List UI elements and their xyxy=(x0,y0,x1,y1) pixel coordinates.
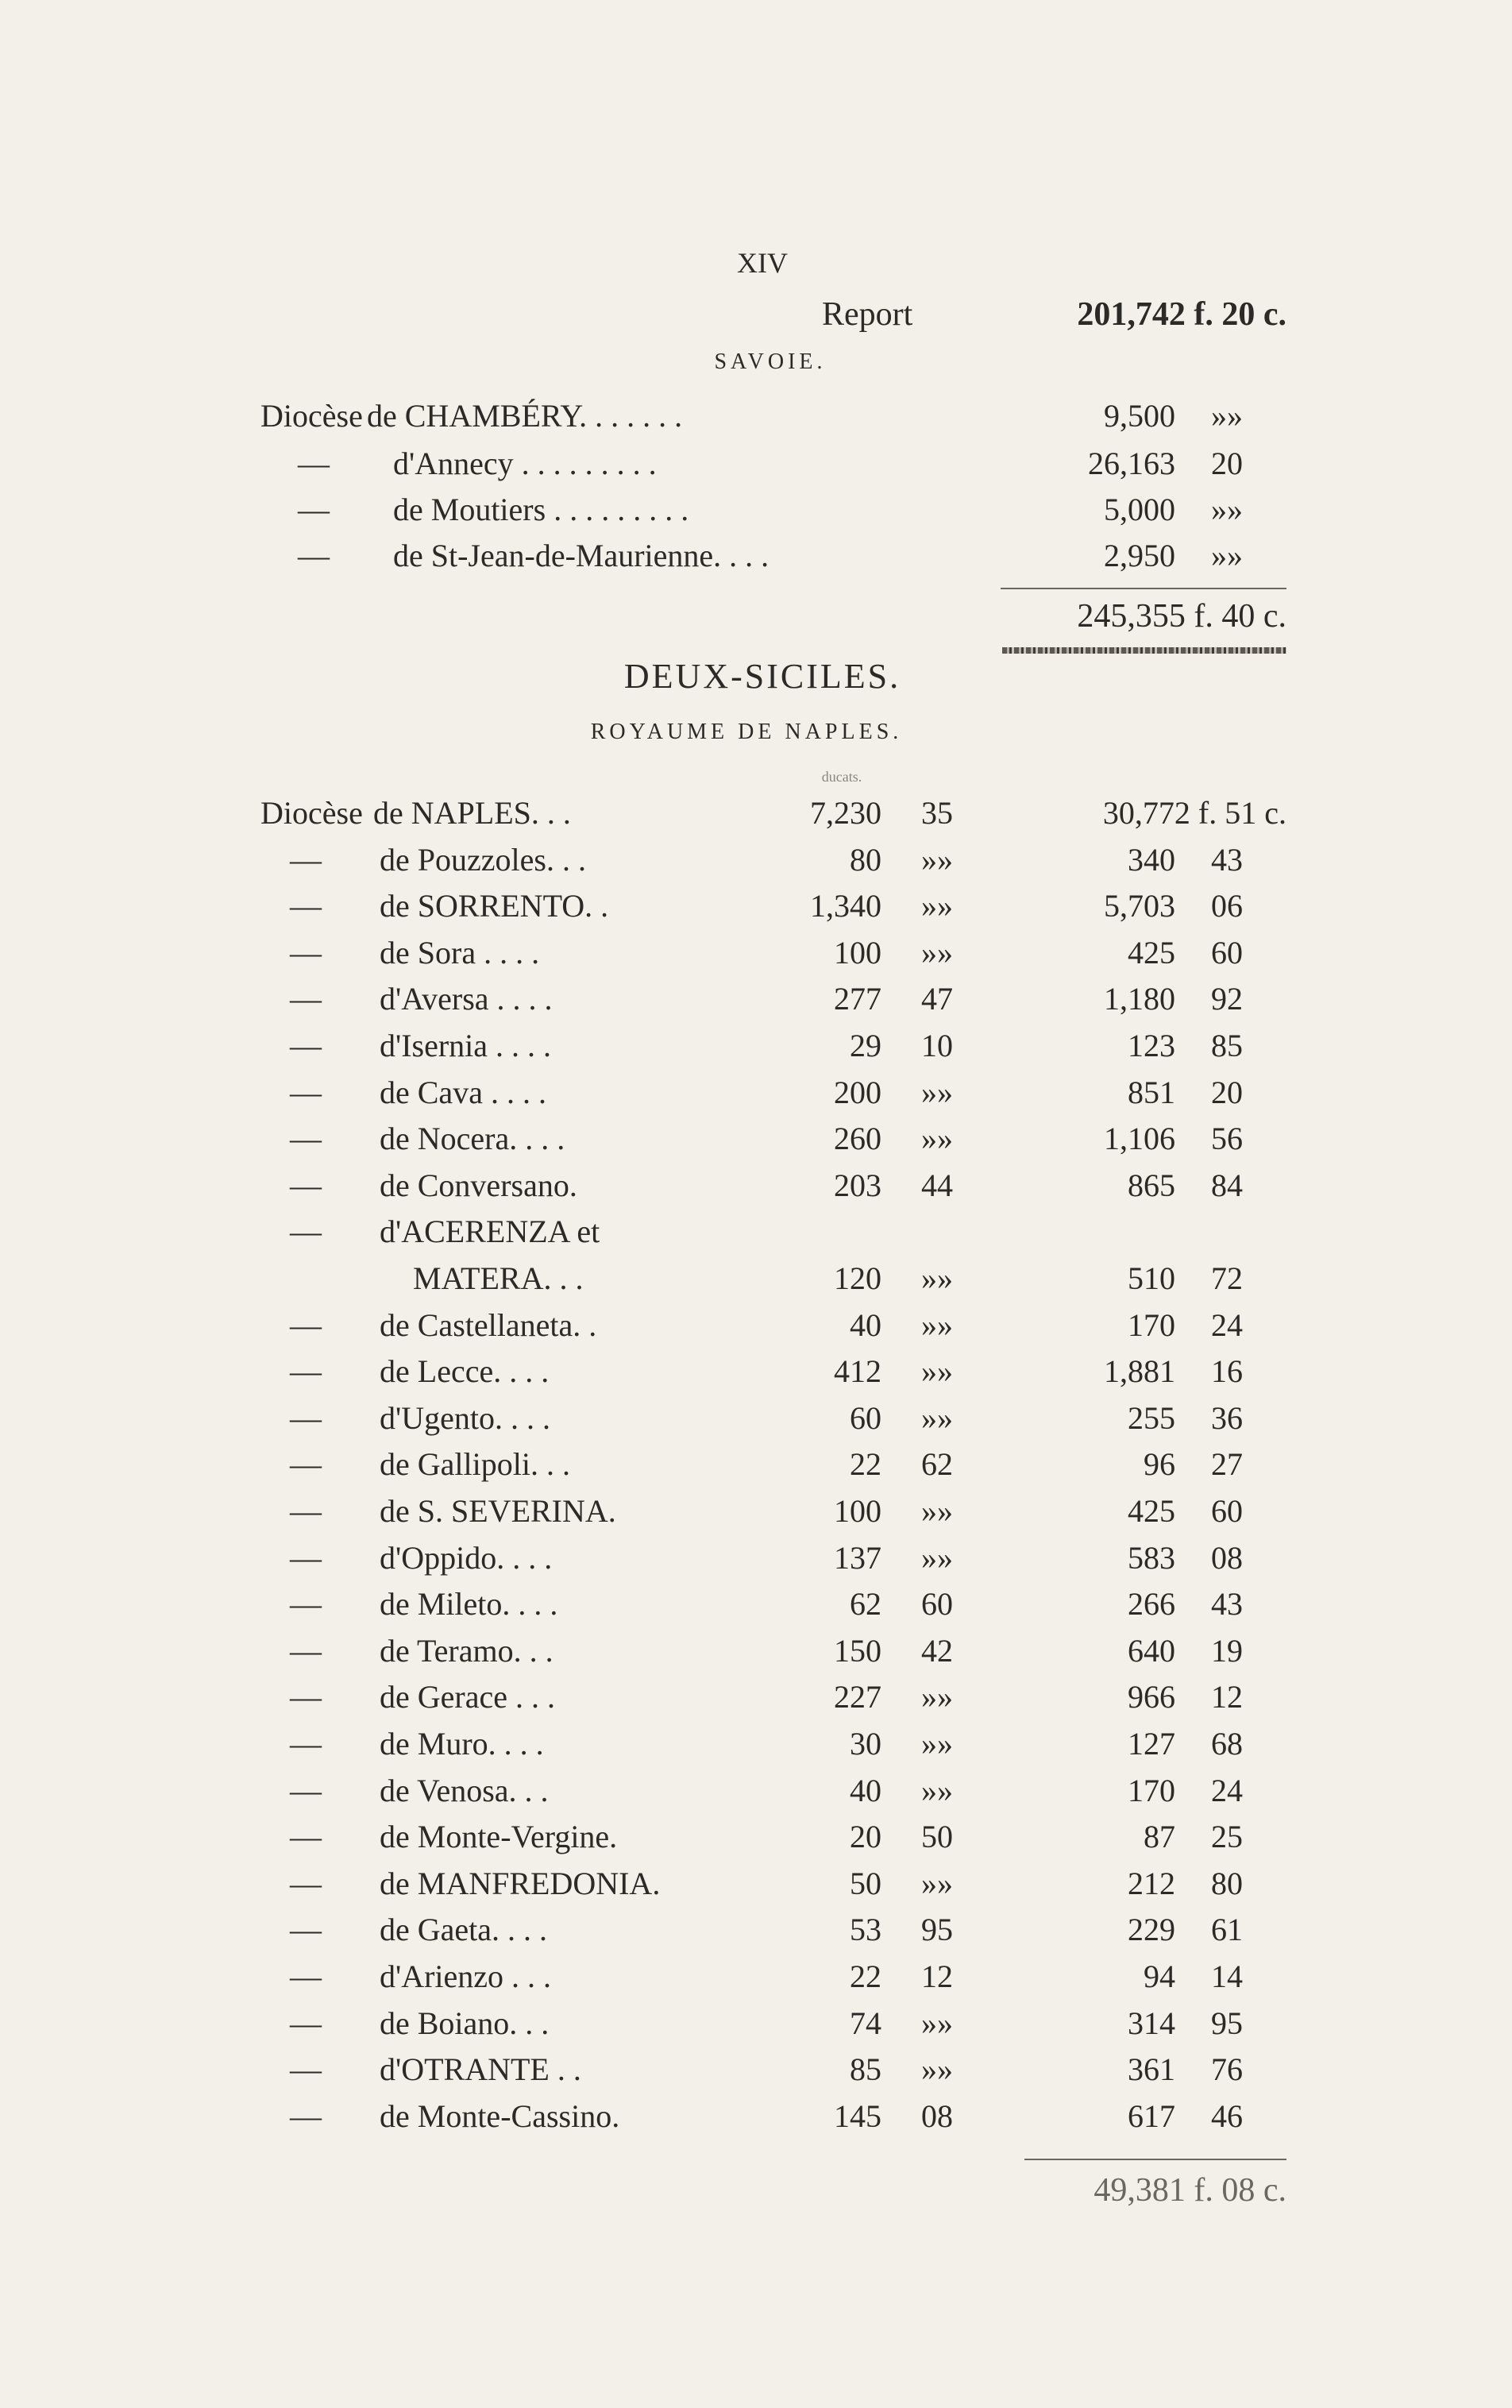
amount-francs: 583 xyxy=(1128,1540,1175,1576)
savoie-total: 245,355 f. 40 c. xyxy=(1077,598,1286,635)
row-lead: — xyxy=(298,538,330,573)
diocese-row xyxy=(0,1353,1512,1399)
amount-francs: 1,106 xyxy=(1104,1121,1175,1156)
amount-francs: 966 xyxy=(1128,1679,1175,1715)
amount-grana: 50 xyxy=(921,1819,953,1854)
amount-ducats: 7,230 xyxy=(810,795,881,831)
amount-centimes: 43 xyxy=(1211,1586,1243,1622)
diocese-name: d'Ugento. . . . xyxy=(380,1400,550,1436)
amount-centimes: 60 xyxy=(1211,935,1243,971)
amount-ducats: 150 xyxy=(834,1633,881,1669)
amount-ducats: 260 xyxy=(834,1121,881,1156)
ducats-column-label: ducats. xyxy=(821,769,862,785)
savoie-row xyxy=(0,445,1512,491)
amount-grana: 62 xyxy=(921,1446,953,1482)
row-lead: — xyxy=(290,1540,322,1576)
amount-francs: 510 xyxy=(1128,1260,1175,1296)
amount-francs: 1,881 xyxy=(1104,1353,1175,1389)
diocese-name: de Conversano. xyxy=(380,1167,577,1203)
diocese-name: d'Aversa . . . . xyxy=(380,981,553,1017)
diocese-name: d'Isernia . . . . xyxy=(380,1028,552,1063)
amount-grana: 60 xyxy=(921,1586,953,1622)
row-lead: — xyxy=(290,1633,322,1669)
diocese-name: de CHAMBÉRY. . . . . . . xyxy=(367,398,683,434)
amount-francs: 1,180 xyxy=(1104,981,1175,1017)
row-lead: — xyxy=(290,2098,322,2134)
amount-grana: 08 xyxy=(921,2098,953,2134)
diocese-row xyxy=(0,1678,1512,1724)
row-lead: — xyxy=(290,1121,322,1156)
diocese-row xyxy=(0,1492,1512,1538)
diocese-name: de Gallipoli. . . xyxy=(380,1446,570,1482)
amount-francs: 2,950 xyxy=(1104,538,1175,573)
amount-centimes: 24 xyxy=(1211,1307,1243,1343)
row-lead: — xyxy=(290,1075,322,1110)
diocese-name: de SORRENTO. . xyxy=(380,888,609,924)
amount-ducats: 145 xyxy=(834,2098,881,2134)
diocese-name: de Venosa. . . xyxy=(380,1773,549,1808)
diocese-row xyxy=(0,1865,1512,1911)
amount-grana: 42 xyxy=(921,1633,953,1669)
row-lead: — xyxy=(290,2005,322,2041)
row-lead: — xyxy=(290,1028,322,1063)
amount-francs: 94 xyxy=(1144,1958,1175,1994)
amount-francs: 865 xyxy=(1128,1167,1175,1203)
diocese-row xyxy=(0,1027,1512,1073)
row-lead: — xyxy=(290,1912,322,1947)
amount-ducats: 200 xyxy=(834,1075,881,1110)
amount-francs: 229 xyxy=(1128,1912,1175,1947)
amount-francs: 30,772 f. 51 c. xyxy=(1102,795,1286,831)
row-lead: — xyxy=(290,842,322,878)
row-lead: — xyxy=(290,888,322,924)
sicily-total: 49,381 f. 08 c. xyxy=(1094,2172,1286,2209)
amount-francs: 212 xyxy=(1128,1866,1175,1901)
diocese-row xyxy=(0,2005,1512,2051)
diocese-name: de Monte-Cassino. xyxy=(380,2098,620,2134)
diocese-name: d'Arienzo . . . xyxy=(380,1958,552,1994)
diocese-name: de Teramo. . . xyxy=(380,1633,554,1669)
amount-francs: 123 xyxy=(1128,1028,1175,1063)
report-amount: 201,742 f. 20 c. xyxy=(1077,296,1286,333)
amount-centimes: 43 xyxy=(1211,842,1243,878)
amount-francs: 5,000 xyxy=(1104,492,1175,527)
amount-grana: »» xyxy=(921,1075,953,1110)
amount-centimes: 25 xyxy=(1211,1819,1243,1854)
row-lead: — xyxy=(298,492,330,527)
diocese-row xyxy=(0,2097,1512,2144)
amount-francs: 340 xyxy=(1128,842,1175,878)
amount-centimes: »» xyxy=(1211,398,1243,434)
diocese-name: d'Annecy . . . . . . . . . xyxy=(393,446,657,481)
amount-ducats: 137 xyxy=(834,1540,881,1576)
amount-centimes: »» xyxy=(1211,538,1243,573)
amount-francs: 127 xyxy=(1128,1726,1175,1762)
row-lead: Diocèse xyxy=(260,795,363,831)
diocese-row xyxy=(0,1772,1512,1818)
diocese-name: d'Oppido. . . . xyxy=(380,1540,553,1576)
amount-grana: »» xyxy=(921,935,953,971)
diocese-row xyxy=(0,1399,1512,1445)
amount-ducats: 120 xyxy=(834,1260,881,1296)
amount-francs: 96 xyxy=(1144,1446,1175,1482)
amount-ducats: 22 xyxy=(850,1958,881,1994)
amount-centimes: 16 xyxy=(1211,1353,1243,1389)
row-lead: — xyxy=(290,1726,322,1762)
amount-francs: 87 xyxy=(1144,1819,1175,1854)
row-lead: — xyxy=(290,1819,322,1854)
amount-centimes: 80 xyxy=(1211,1866,1243,1901)
amount-francs: 361 xyxy=(1128,2051,1175,2087)
diocese-row xyxy=(0,1306,1512,1353)
amount-francs: 170 xyxy=(1128,1307,1175,1343)
row-lead: — xyxy=(290,2051,322,2087)
diocese-row xyxy=(0,1911,1512,1957)
diocese-name: de Nocera. . . . xyxy=(380,1121,565,1156)
diocese-name: MATERA. . . xyxy=(413,1260,584,1296)
row-lead: — xyxy=(290,1446,322,1482)
diocese-name: de Boiano. . . xyxy=(380,2005,550,2041)
row-lead: — xyxy=(290,1958,322,1994)
amount-francs: 5,703 xyxy=(1104,888,1175,924)
amount-ducats: 1,340 xyxy=(810,888,881,924)
amount-grana: »» xyxy=(921,1353,953,1389)
amount-centimes: 76 xyxy=(1211,2051,1243,2087)
row-lead: — xyxy=(290,1493,322,1529)
savoie-row xyxy=(0,537,1512,583)
diocese-row xyxy=(0,1260,1512,1306)
savoie-total-rule xyxy=(1001,588,1286,589)
amount-ducats: 227 xyxy=(834,1679,881,1715)
amount-centimes: 61 xyxy=(1211,1912,1243,1947)
amount-ducats: 85 xyxy=(850,2051,881,2087)
amount-centimes: 60 xyxy=(1211,1493,1243,1529)
amount-grana: »» xyxy=(921,1260,953,1296)
amount-ducats: 203 xyxy=(834,1167,881,1203)
diocese-name: d'OTRANTE . . xyxy=(380,2051,581,2087)
amount-ducats: 277 xyxy=(834,981,881,1017)
amount-ducats: 100 xyxy=(834,1493,881,1529)
diocese-row xyxy=(0,1632,1512,1678)
amount-grana: »» xyxy=(921,1307,953,1343)
amount-centimes: 20 xyxy=(1211,446,1243,481)
row-lead: — xyxy=(290,981,322,1017)
amount-centimes: 20 xyxy=(1211,1075,1243,1110)
report-label: Report xyxy=(822,296,913,333)
diocese-row xyxy=(0,1539,1512,1585)
amount-ducats: 53 xyxy=(850,1912,881,1947)
sicily-subheading: ROYAUME DE NAPLES. xyxy=(590,720,903,744)
diocese-row xyxy=(0,1585,1512,1631)
diocese-row xyxy=(0,1120,1512,1166)
amount-centimes: 68 xyxy=(1211,1726,1243,1762)
amount-francs: 617 xyxy=(1128,2098,1175,2134)
amount-centimes: »» xyxy=(1211,492,1243,527)
diocese-row xyxy=(0,1958,1512,2004)
amount-ducats: 74 xyxy=(850,2005,881,2041)
diocese-name: de Cava . . . . xyxy=(380,1075,546,1110)
amount-centimes: 19 xyxy=(1211,1633,1243,1669)
amount-grana: »» xyxy=(921,1726,953,1762)
row-lead: Diocèse xyxy=(260,398,363,434)
amount-ducats: 80 xyxy=(850,842,881,878)
amount-ducats: 20 xyxy=(850,1819,881,1854)
amount-francs: 255 xyxy=(1128,1400,1175,1436)
diocese-row xyxy=(0,2051,1512,2097)
row-lead: — xyxy=(290,1586,322,1622)
diocese-name: de S. SEVERINA. xyxy=(380,1493,616,1529)
amount-grana: »» xyxy=(921,2005,953,2041)
amount-centimes: 27 xyxy=(1211,1446,1243,1482)
diocese-name: de Muro. . . . xyxy=(380,1726,544,1762)
diocese-row xyxy=(0,1167,1512,1213)
amount-centimes: 24 xyxy=(1211,1773,1243,1808)
amount-ducats: 30 xyxy=(850,1726,881,1762)
amount-grana: 44 xyxy=(921,1167,953,1203)
amount-ducats: 412 xyxy=(834,1353,881,1389)
diocese-name: de Lecce. . . . xyxy=(380,1353,550,1389)
amount-centimes: 06 xyxy=(1211,888,1243,924)
diocese-row xyxy=(0,934,1512,980)
sicily-heading: DEUX-SICILES. xyxy=(623,657,901,696)
diocese-row xyxy=(0,1725,1512,1771)
savoie-heading: SAVOIE. xyxy=(714,349,827,374)
amount-centimes: 56 xyxy=(1211,1121,1243,1156)
amount-ducats: 29 xyxy=(850,1028,881,1063)
diocese-name: de Gerace . . . xyxy=(380,1679,555,1715)
amount-francs: 266 xyxy=(1128,1586,1175,1622)
amount-ducats: 50 xyxy=(850,1866,881,1901)
amount-ducats: 40 xyxy=(850,1773,881,1808)
ornamental-rule xyxy=(1002,647,1286,654)
diocese-name: de St-Jean-de-Maurienne. . . . xyxy=(393,538,770,573)
amount-francs: 314 xyxy=(1128,2005,1175,2041)
diocese-name: de MANFREDONIA. xyxy=(380,1866,661,1901)
diocese-row xyxy=(0,1445,1512,1491)
row-lead: — xyxy=(290,1679,322,1715)
diocese-row xyxy=(0,1818,1512,1864)
row-lead: — xyxy=(290,1773,322,1808)
amount-centimes: 85 xyxy=(1211,1028,1243,1063)
amount-ducats: 40 xyxy=(850,1307,881,1343)
amount-ducats: 62 xyxy=(850,1586,881,1622)
diocese-row xyxy=(0,1213,1512,1259)
amount-ducats: 60 xyxy=(850,1400,881,1436)
amount-francs: 851 xyxy=(1128,1075,1175,1110)
row-lead: — xyxy=(290,1400,322,1436)
amount-ducats: 22 xyxy=(850,1446,881,1482)
row-lead: — xyxy=(290,935,322,971)
diocese-name: de Moutiers . . . . . . . . . xyxy=(393,492,689,527)
amount-grana: »» xyxy=(921,1866,953,1901)
amount-grana: »» xyxy=(921,1540,953,1576)
amount-centimes: 92 xyxy=(1211,981,1243,1017)
row-lead: — xyxy=(290,1866,322,1901)
amount-grana: 95 xyxy=(921,1912,953,1947)
amount-francs: 26,163 xyxy=(1088,446,1175,481)
amount-grana: »» xyxy=(921,1493,953,1529)
amount-grana: »» xyxy=(921,1121,953,1156)
savoie-row xyxy=(0,397,1512,443)
diocese-name: de Pouzzoles. . . xyxy=(380,842,586,878)
diocese-row xyxy=(0,1074,1512,1120)
amount-francs: 640 xyxy=(1128,1633,1175,1669)
amount-centimes: 46 xyxy=(1211,2098,1243,2134)
amount-centimes: 08 xyxy=(1211,1540,1243,1576)
row-lead: — xyxy=(298,446,330,481)
diocese-row xyxy=(0,841,1512,887)
diocese-row xyxy=(0,794,1512,840)
amount-francs: 170 xyxy=(1128,1773,1175,1808)
amount-centimes: 95 xyxy=(1211,2005,1243,2041)
amount-grana: 35 xyxy=(921,795,953,831)
row-lead: — xyxy=(290,1167,322,1203)
diocese-name: de Monte-Vergine. xyxy=(380,1819,618,1854)
diocese-name: de Mileto. . . . xyxy=(380,1586,558,1622)
diocese-name: de Sora . . . . xyxy=(380,935,540,971)
amount-centimes: 12 xyxy=(1211,1679,1243,1715)
amount-centimes: 84 xyxy=(1211,1167,1243,1203)
amount-francs: 425 xyxy=(1128,1493,1175,1529)
amount-grana: »» xyxy=(921,2051,953,2087)
diocese-row xyxy=(0,980,1512,1026)
diocese-name: d'ACERENZA et xyxy=(380,1214,600,1249)
amount-grana: »» xyxy=(921,842,953,878)
diocese-name: de NAPLES. . . xyxy=(373,795,571,831)
amount-grana: »» xyxy=(921,1773,953,1808)
sicily-total-rule xyxy=(1024,2159,1286,2160)
row-lead: — xyxy=(290,1353,322,1389)
amount-centimes: 14 xyxy=(1211,1958,1243,1994)
amount-francs: 425 xyxy=(1128,935,1175,971)
amount-francs: 9,500 xyxy=(1104,398,1175,434)
diocese-name: de Gaeta. . . . xyxy=(380,1912,548,1947)
amount-ducats: 100 xyxy=(834,935,881,971)
savoie-row xyxy=(0,491,1512,537)
amount-centimes: 72 xyxy=(1211,1260,1243,1296)
amount-grana: 12 xyxy=(921,1958,953,1994)
page-number: XIV xyxy=(737,247,788,279)
row-lead: — xyxy=(290,1214,322,1249)
amount-grana: »» xyxy=(921,1400,953,1436)
amount-grana: 47 xyxy=(921,981,953,1017)
amount-grana: »» xyxy=(921,1679,953,1715)
row-lead: — xyxy=(290,1307,322,1343)
diocese-name: de Castellaneta. . xyxy=(380,1307,597,1343)
amount-grana: »» xyxy=(921,888,953,924)
diocese-row xyxy=(0,887,1512,933)
amount-centimes: 36 xyxy=(1211,1400,1243,1436)
amount-grana: 10 xyxy=(921,1028,953,1063)
